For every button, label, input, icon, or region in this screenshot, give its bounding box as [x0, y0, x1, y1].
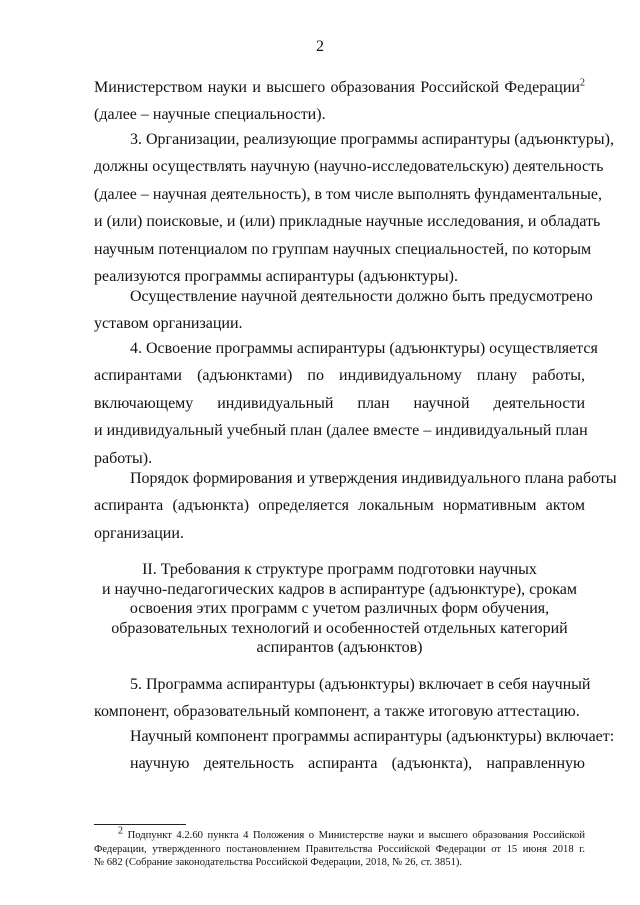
footnote-separator	[94, 824, 186, 825]
text-line: Порядок формирования и утверждения индивидуального плана работы	[130, 470, 617, 487]
text-line: Научный компонент программы аспирантуры (адъюнктуры) включает:	[130, 728, 615, 745]
text-line: аспиранта (адъюнкта) определяется локальным нормативным актом	[94, 497, 585, 515]
text-line: 3. Организации, реализующие программы аспирантуры (адъюнктуры),	[130, 131, 614, 148]
text-line: (далее – научная деятельность), в том числе выполнять фундаментальные,	[94, 185, 602, 203]
paragraph-plan-order	[94, 465, 617, 547]
footnote-line: Федерации, утвержденного постановлением Правительства Российской Федерации от 15 июня 2018 г.	[94, 843, 585, 855]
text-line: уставом организации.	[94, 315, 243, 333]
text-line: научную деятельность аспиранта (адъюнкта), направленную	[130, 755, 585, 773]
text-line: 4. Освоение программы аспирантуры (адъюнктуры) осуществляется	[130, 340, 598, 357]
paragraph-science-component	[94, 723, 615, 778]
paragraph-item-5	[94, 671, 591, 726]
footnote-line: $^2$ Подпункт 4.2.60 пункта 4 Положения о Министерстве науки и высшего образования Российской	[118, 825, 585, 841]
text-line: Осуществление научной деятельности должно быть предусмотрено	[130, 288, 593, 305]
text-line: должны осуществлять научную (научно-исследовательскую) деятельность	[94, 158, 604, 176]
section-heading	[94, 560, 585, 658]
heading-line: аспирантов (адъюнктов)	[256, 639, 423, 656]
footnote-mark: 2	[118, 825, 123, 837]
text-line: Министерством науки и высшего образования Российской Федерации$^2$	[94, 77, 585, 96]
text-line: научным потенциалом по группам научных специальностей, по которым	[94, 240, 592, 258]
text-line: и (или) поисковые, и (или) прикладные научные исследования, и обладать	[94, 213, 601, 231]
text-line: компонент, образовательный компонент, а также итоговую аттестацию.	[94, 703, 580, 721]
text-line: аспирантами (адъюнктами) по индивидуальному плану работы,	[94, 367, 585, 385]
page-number: 2	[316, 38, 324, 55]
paragraph-charter	[94, 283, 593, 338]
paragraph-item-3	[94, 126, 614, 290]
footnote-reference[interactable]: 2	[580, 77, 585, 89]
paragraph-continuation	[94, 74, 585, 129]
text-line: (далее – научные специальности).	[94, 106, 326, 124]
text-line: работы).	[94, 449, 153, 467]
text-line: включающему индивидуальный план научной деятельности	[94, 394, 585, 412]
heading-line: и научно-педагогических кадров в аспирантуре (адъюнктуре), срокам	[101, 580, 578, 598]
heading-line: освоения этих программ с учетом различных форм обучения,	[129, 600, 550, 617]
footnote	[94, 825, 585, 870]
text-line: реализуются программы аспирантуры (адъюнктуры).	[94, 268, 458, 286]
heading-line: образовательных технологий и особенностей отдельных категорий	[111, 619, 568, 637]
footnote-line: № 682 (Собрание законодательства Российской Федерации, 2018, № 26, ст. 3851).	[94, 857, 463, 869]
text-line: 5. Программа аспирантуры (адъюнктуры) включает в себя научный	[130, 676, 591, 693]
text-line: организации.	[94, 524, 184, 542]
heading-line: II. Требования к структуре программ подготовки научных	[142, 561, 537, 578]
text-line: и индивидуальный учебный план (далее вместе – индивидуальный план	[94, 422, 588, 440]
paragraph-item-4	[94, 335, 598, 472]
